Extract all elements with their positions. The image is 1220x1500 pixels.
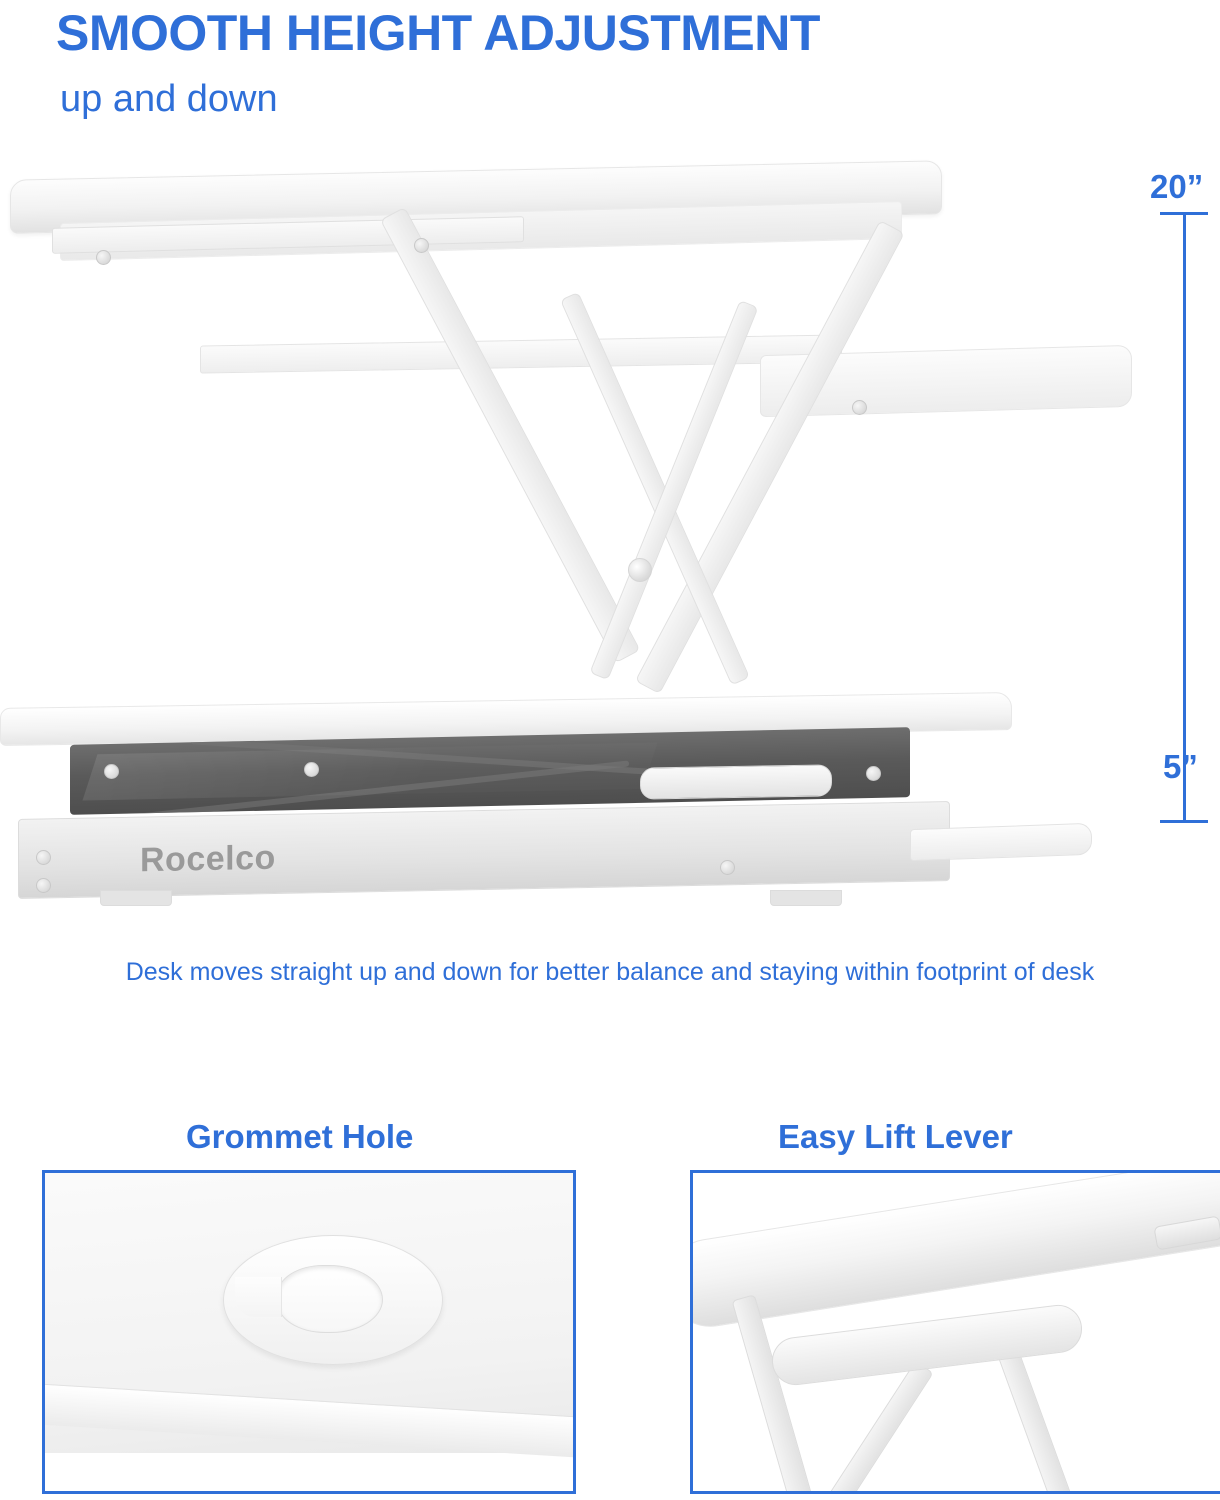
measurement-tick-bottom [1160,820,1208,823]
base-foot-right [770,890,842,906]
housing-screw [104,764,119,779]
scissor-leg-primary-left [380,207,640,663]
base-foot-left [100,890,172,906]
desk-top-rail-right [200,334,842,373]
housing-screw [866,766,881,781]
brand-logo: Rocelco [140,838,276,880]
scissor-leg-closeup-left [731,1294,818,1494]
product-illustration [0,150,1220,950]
grommet-cable-notch [235,1277,282,1317]
base-screw [720,860,735,875]
panel-easy-lift-lever [690,1170,1220,1494]
base-screw [36,850,51,865]
measurement-line [1183,212,1186,822]
grommet-opening [277,1265,383,1333]
hero-caption: Desk moves straight up and down for better balance and staying within footprint of desk [125,958,1095,986]
frame-screw [852,400,867,415]
measurement-min-label: 5” [1163,748,1198,785]
scissor-center-pivot [628,558,652,582]
page-title: SMOOTH HEIGHT ADJUSTMENT [56,5,820,61]
page-subtitle: up and down [60,78,278,120]
lift-lever-handle [640,764,832,799]
frame-screw [414,238,429,253]
measurement-max-label: 20” [1150,168,1204,205]
panel-title-grommet-hole: Grommet Hole [186,1118,414,1155]
base-extension [910,823,1092,861]
panel-grommet-hole [42,1170,576,1494]
base-screw [36,878,51,893]
desk-front-edge-closeup [690,1170,1220,1333]
panel-title-easy-lift-lever: Easy Lift Lever [778,1118,1013,1155]
housing-screw [304,762,319,777]
frame-screw [96,250,111,265]
